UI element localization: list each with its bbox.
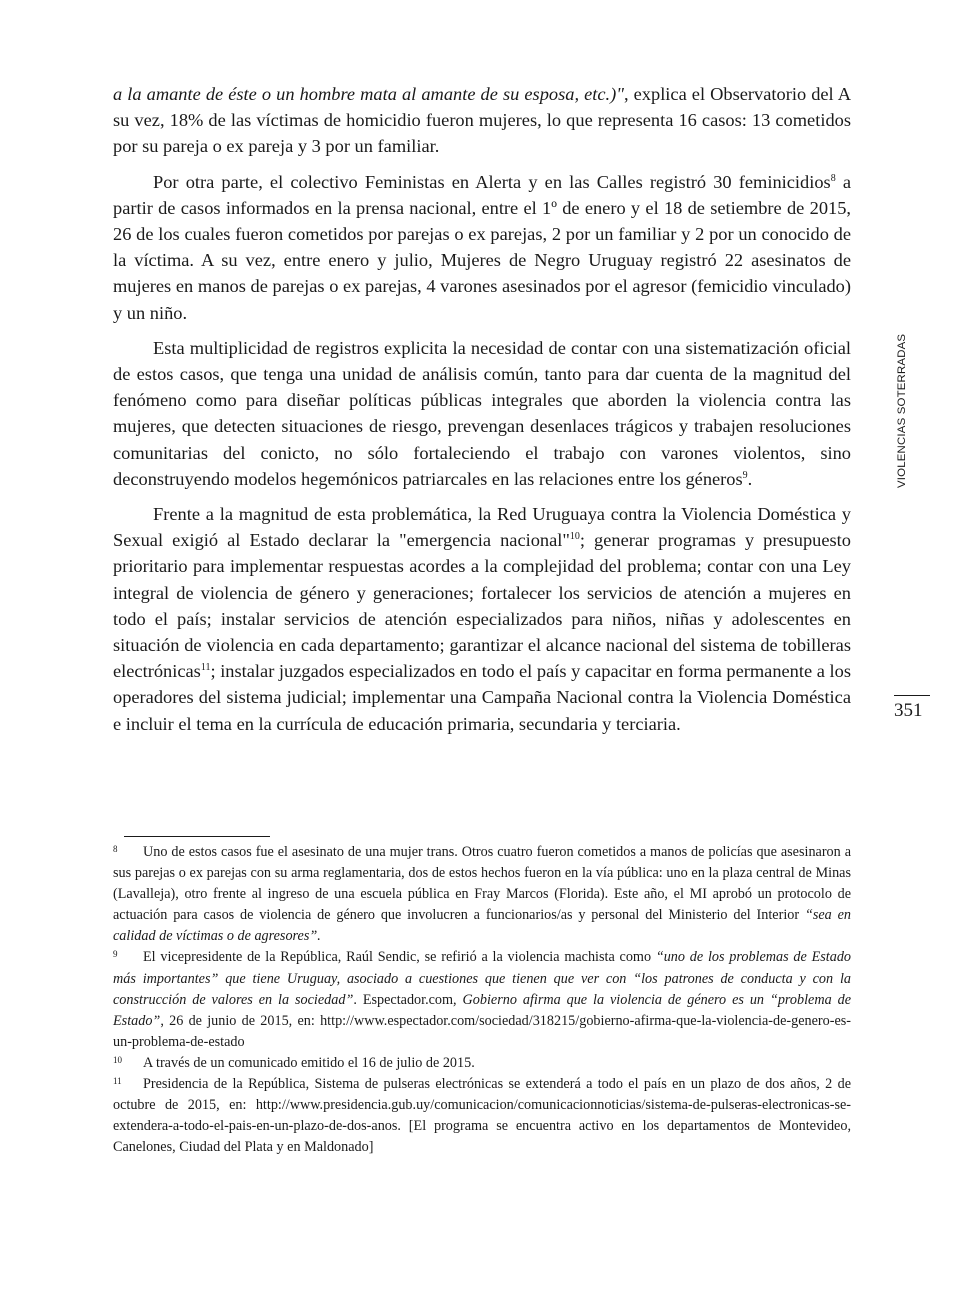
footnote-text: El vicepresidente de la República, Raúl Sendic, se refirió a la violencia machista como	[143, 949, 656, 966]
footnote-italic-2: Gobierno afirma que la violencia de género es un “problema de Estado”	[113, 991, 852, 1029]
paragraph-4	[113, 501, 851, 737]
footnote-ref-8[interactable]: 8	[830, 172, 836, 184]
footnote-tail: , 26 de junio de 2015, en: http://www.espectador.com/sociedad/318215/gobierno-afirma-que-la-violencia-de-genero-es-un-problema-de-estado	[113, 1012, 851, 1050]
body-text	[113, 81, 851, 746]
paragraph-3-text-b: .	[747, 468, 753, 489]
footnote-9: 9 El vicepresidente de la República, Raúl Sendic, se refirió a la violencia machista como “uno de los problemas de Estado más importantes” que tiene Uruguay, asociado a cuestiones que tienen que ver con “los patrones de conducta y con la construcción de valores en la sociedad”. Espectador.com, Gobierno afirma que la violencia de género es un “problema de Estado”, 26 de junio de 2015, en: http://www.espectador.com/sociedad/318215/gobierno-afirma-que-la-violencia-de-genero-es-un-problema-de-estado	[113, 949, 852, 1050]
paragraph-3	[113, 335, 851, 492]
footnote-ref-11[interactable]: 11	[200, 662, 211, 674]
page-number: 351	[894, 700, 923, 721]
paragraph-1	[113, 81, 851, 160]
footnotes	[113, 842, 851, 1158]
footnote-ref-10[interactable]: 10	[569, 531, 580, 543]
footnote-text: Presidencia de la República, Sistema de pulseras electrónicas se extenderá a todo el país en un plazo de dos años, 2 de octubre de 2015, en: http://www.presidencia.gub.uy/comunicacion/comunicacionnoticias/sistema-de-pulseras-electronicas-se-extendera-a-todo-el-pais-en-un-plazo-de-dos-anos. [El programa se encuentra activo en los departamentos de Montevideo, Canelones, Ciudad del Plata y en Maldonado]	[113, 1076, 851, 1156]
paragraph-1-italic-lead: a la amante de éste o un hombre mata al amante de su esposa, etc.)"	[113, 84, 624, 104]
paragraph-2-text-a: Por otra parte, el colectivo Feministas en Alerta y en las Calles registró 30 feminicidios	[153, 171, 831, 192]
footnote-italic: “uno de los problemas de Estado más importantes” que tiene Uruguay, asociado a cuestiones que tienen que ver con “los patrones de conducta y con la construcción de valores en la sociedad”	[113, 949, 852, 1008]
footnote-divider	[124, 836, 270, 837]
running-section-title: VIOLENCIAS SOTERRADAS	[896, 333, 908, 488]
paragraph-4-text-b: ; generar programas y presupuesto prioritario para implementar respuestas acordes a la complejidad del problema; contar con una Ley integral de violencia de género y generaciones; fortalecer los servicios de atención a mujeres en todo el país; instalar servicios de atención especializados para niños, niñas y adolescentes en situación de violencia en cada departamento; garantizar el alcance nacional del sistema de tobilleras electrónicas	[113, 530, 851, 682]
paragraph-2	[113, 169, 851, 326]
footnote-11: 11 Presidencia de la República, Sistema de pulseras electrónicas se extenderá a todo el país en un plazo de dos años, 2 de octubre de 2015, en: http://www.presidencia.gub.uy/comunicacion/comunicacionnoticias/sistema-de-pulseras-electronicas-se-extendera-a-todo-el-pais-en-un-plazo-de-dos-anos. [El programa se encuentra activo en los departamentos de Montevideo, Canelones, Ciudad del Plata y en Maldonado]	[113, 1076, 851, 1156]
paragraph-2-text-b: a partir de casos informados en la prensa nacional, entre el 1º de enero y el 18 de setiembre de 2015, 26 de los cuales fueron cometidos por parejas o ex parejas, 2 por un familiar y 2 por un conocido de la víctima. A su vez, entre enero y julio, Mujeres de Negro Uruguay registró 22 asesinatos de mujeres en manos de parejas o ex parejas, 4 varones asesinados por el agresor (femicidio vinculado) y un niño.	[113, 171, 851, 323]
footnote-text: A través de un comunicado emitido el 16 de julio de 2015.	[143, 1054, 475, 1071]
footnote-text-2: . Espectador.com,	[353, 991, 463, 1008]
footnote-10: 10 A través de un comunicado emitido el 16 de julio de 2015.	[113, 1054, 475, 1071]
paragraph-1-text: , explica el Observatorio del A su vez, 18% de las víctimas de homicidio fueron mujeres, lo que representa 16 casos: 13 cometidos por su pareja o ex pareja y 3 por un familiar.	[113, 84, 851, 157]
paragraph-3-text-a: Esta multiplicidad de registros explicita la necesidad de contar con una sistematización oficial de estos casos, que tenga una unidad de análisis común, tanto para dar cuenta de la magnitud del fenómeno como para diseñar políticas públicas integrales que aborden la violencia contra las mujeres, que detecten situaciones de riesgo, prevengan desenlaces trágicos y trabajen resoluciones comunitarias del conicto, no sólo fortaleciendo el trabajo con varones violentos, sino deconstruyendo modelos hegemónicos patriarcales en las relaciones entre los géneros	[113, 337, 851, 489]
footnote-text: Uno de estos casos fue el asesinato de una mujer trans. Otros cuatro fueron cometidos a manos de policías que asesinaron a sus parejas o ex parejas con su arma reglamentaria, dos de estos hechos fueron en la vía pública: uno en la plaza central de Minas (Lavalleja), otro frente al ingreso de una escuela pública en Fray Marcos (Florida). Este año, el MI aprobó un protocolo de actuación para casos de violencia de género que involucren a funcionarios/as y personal del Ministerio del Interior	[113, 844, 851, 924]
paragraph-4-text-c: ; instalar juzgados especializados en todo el país y capacitar en forma permanente a los operadores del sistema judicial; implementar una Campaña Nacional contra la Violencia Doméstica e incluir el tema en la currícula de educación primaria, secundaria y terciaria.	[113, 661, 851, 734]
page-number-rule	[894, 695, 930, 696]
footnote-ref-9[interactable]: 9	[742, 469, 748, 481]
footnote-italic: “sea en calidad de víctimas o de agresores”.	[113, 907, 851, 945]
footnote-8: 8 Uno de estos casos fue el asesinato de una mujer trans. Otros cuatro fueron cometidos a manos de policías que asesinaron a sus parejas o ex parejas con su arma reglamentaria, dos de estos hechos fueron en la vía pública: uno en la plaza central de Minas (Lavalleja), otro frente al ingreso de una escuela pública en Fray Marcos (Florida). Este año, el MI aprobó un protocolo de actuación para casos de violencia de género que involucren a funcionarios/as y personal del Ministerio del Interior “sea en calidad de víctimas o de agresores”.	[113, 844, 851, 945]
paragraph-4-text-a: Frente a la magnitud de esta problemática, la Red Uruguaya contra la Violencia Doméstica y Sexual exigió al Estado declarar la "emergencia nacional"	[113, 504, 851, 551]
